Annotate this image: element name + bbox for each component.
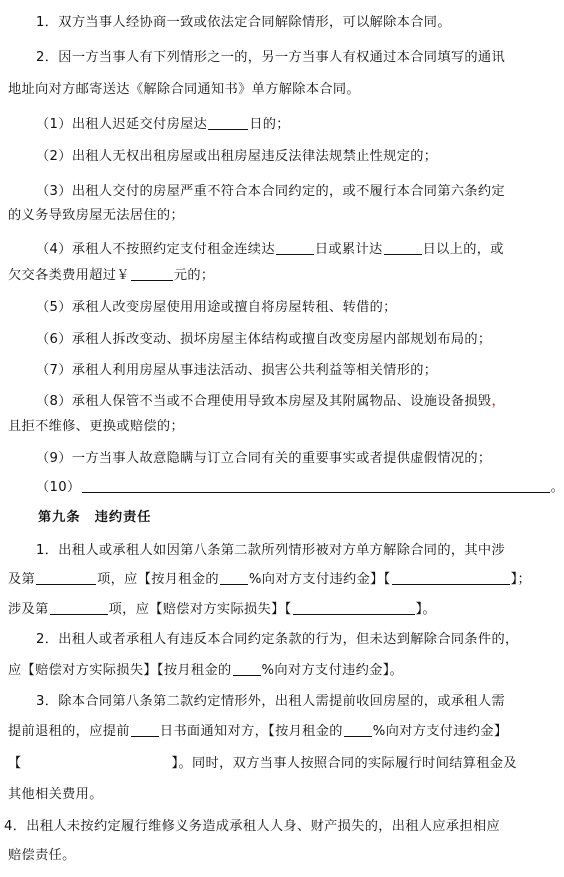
- blank-notice-days[interactable]: [131, 722, 159, 737]
- article-9-clause-3-line2: [8, 722, 508, 742]
- item-1-text: （1）出租人迟延交付房屋达: [36, 117, 208, 132]
- item-7: （7）承租人利用房屋从事违法活动、损害公共利益等相关情形的；: [36, 363, 438, 378]
- article-9-clause-3-line3: [8, 754, 517, 774]
- item-4-text-b: 日或累计达: [314, 242, 383, 257]
- item-2: （2）出租人无权出租房屋或出租房屋违反法律法规禁止性规定的；: [36, 149, 438, 164]
- c3-text-e: 】。同时，双方当事人按照合同的实际履行时间结算租金及: [171, 756, 517, 771]
- c2-text-b: %向对方支付违约金】。: [261, 663, 404, 678]
- article-9-clause-2-line1: 2．出租人或者承租人有违反本合同约定条款的行为，但未达到解除合同条件的，: [36, 632, 519, 647]
- item-4-text-a: （4）承租人不按照约定支付租金连续达: [36, 242, 275, 257]
- article-9-clause-1-line2: [8, 570, 531, 590]
- article-9-clause-3-line1: 3．除本合同第八条第二款约定情形外，出租人需提前收回房屋的，或承租人需: [36, 694, 506, 709]
- blank-fee-amount[interactable]: [131, 266, 173, 281]
- item-4-line2: [8, 266, 214, 286]
- c1-text-f: 项，应【赔偿对方实际损失】【: [108, 602, 292, 617]
- blank-cumulative-days[interactable]: [384, 240, 422, 255]
- c3-text-a: 提前退租的，应提前: [8, 724, 130, 739]
- article-9-clause-2-line2: [8, 661, 403, 681]
- item-4-text-e: 元的；: [173, 268, 215, 283]
- item-1: [36, 115, 290, 135]
- article-9-clause-4-line2: 赔偿责任。: [8, 848, 76, 863]
- blank-delay-days[interactable]: [208, 115, 248, 130]
- item-5: （5）承租人改变房屋使用用途或擅自将房屋转租、转借的；: [36, 300, 397, 315]
- blank-penalty-percent-1[interactable]: [220, 570, 248, 585]
- clause-8-2-line1: 2．因一方当事人有下列情形之一的，另一方当事人有权通过本合同填写的通讯: [36, 50, 506, 65]
- c3-text-d: 【: [8, 756, 22, 771]
- item-3-line1: （3）出租人交付的房屋严重不符合本合同约定的，或不履行本合同第六条约定: [36, 184, 506, 199]
- article-9-clause-1-line1: 1．出租人或承租人如因第八条第二款所列情形被对方单方解除合同的，其中涉: [36, 543, 506, 558]
- clause-8-1: 1．双方当事人经协商一致或依法定合同解除情形，可以解除本合同。: [36, 15, 451, 30]
- c2-text-a: 应【赔偿对方实际损失】【按月租金的: [8, 663, 232, 678]
- article-9-heading: 第九条 违约责任: [38, 510, 152, 525]
- item-6: （6）承租人拆改变动、损坏房屋主体结构或擅自改变房屋内部规划布局的；: [36, 332, 492, 347]
- c1-text-a: 及第: [8, 572, 36, 587]
- item-1-suffix: 日的；: [249, 117, 290, 132]
- c1-text-d: 】；: [510, 572, 532, 587]
- item-4-text-c: 日以上的，或: [422, 242, 504, 257]
- c3-text-b: 日书面通知对方，【按月租金的: [159, 724, 343, 739]
- blank-consecutive-days[interactable]: [276, 240, 314, 255]
- article-9-clause-1-line3: [8, 600, 436, 620]
- c1-text-c: %向对方支付违约金】【: [248, 572, 391, 587]
- c1-text-e: 涉及第: [8, 602, 49, 617]
- item-10-label: （10）: [36, 480, 81, 495]
- item-8-line2: 且拒不维修、更换或赔偿的；: [8, 419, 184, 434]
- item-8-comma: ，: [491, 394, 506, 409]
- blank-penalty-percent-2[interactable]: [233, 661, 261, 676]
- c3-text-c: %向对方支付违约金】: [372, 724, 508, 739]
- article-9-clause-4-line1: 4．出租人未按约定履行维修义务造成承租人人身、财产损失的，出租人应承担相应: [4, 819, 501, 834]
- blank-other-circumstances[interactable]: [82, 478, 550, 493]
- item-3-line2: 的义务导致房屋无法居住的；: [8, 208, 184, 223]
- blank-item-number-2[interactable]: [50, 600, 108, 615]
- blank-item-number-1[interactable]: [36, 570, 96, 585]
- item-4-text-d: 欠交各类费用超过￥: [8, 268, 130, 283]
- item-10: [36, 478, 564, 498]
- clause-8-2-line2: 地址向对方邮寄送达《解除合同通知书》单方解除本合同。: [8, 82, 360, 97]
- article-9-clause-3-line4: 其他相关费用。: [8, 787, 103, 802]
- c1-text-g: 】。: [415, 602, 437, 617]
- item-9: （9）一方当事人故意隐瞒与订立合同有关的重要事实或者提供虚假情况的；: [36, 451, 492, 466]
- blank-other-remedy-1[interactable]: [392, 570, 510, 585]
- blank-other-remedy-2[interactable]: [293, 600, 415, 615]
- item-10-end: 。: [550, 480, 564, 495]
- blank-penalty-percent-3[interactable]: [344, 722, 372, 737]
- c1-text-b: 项，应【按月租金的: [97, 572, 219, 587]
- item-8-text: （8）承租人保管不当或不合理使用导致本房屋及其附属物品、设施设备损毁: [36, 394, 492, 409]
- item-8-line1: [36, 392, 505, 412]
- item-4-line1: [36, 240, 504, 260]
